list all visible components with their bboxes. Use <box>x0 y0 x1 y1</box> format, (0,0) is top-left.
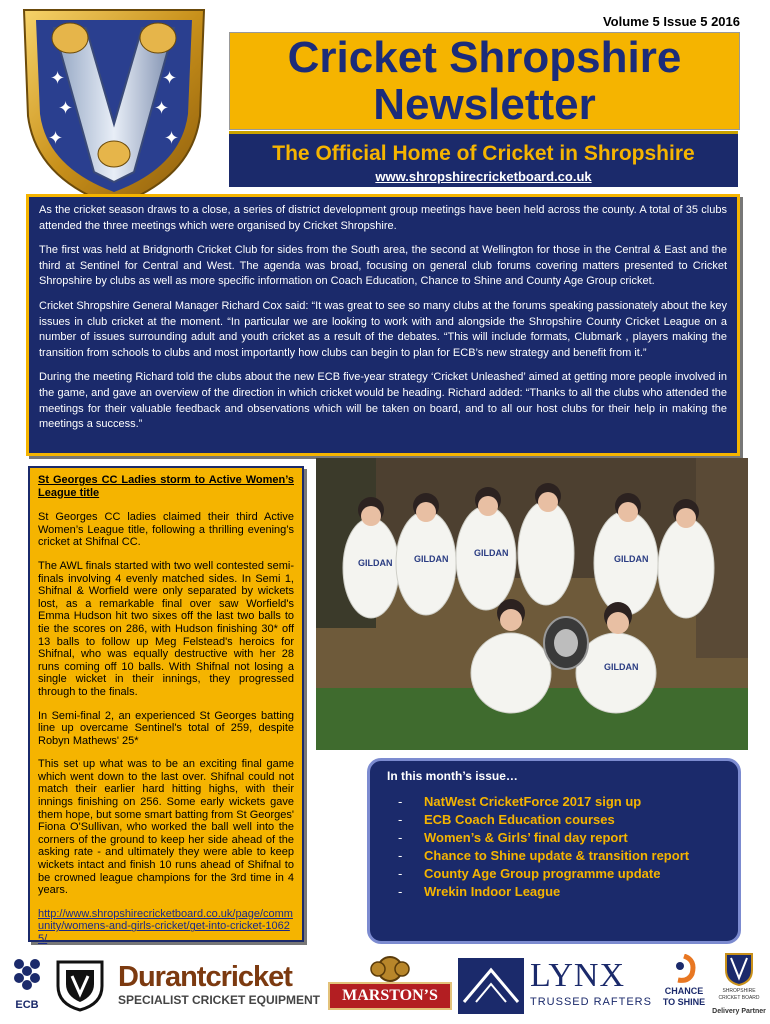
newsletter-title-box <box>229 32 740 130</box>
durant-cricket-wordmark: Durantcricket <box>118 961 292 993</box>
in-this-issue-box <box>367 758 741 944</box>
article-paragraph: This set up what was to be an exciting final game which went down to the last over. Shifnal could not match their earlier hard hitting highs, with their innings finishing on 256. Some early wickets gave them hope, but some smart batting from St Georges' Fiona O'Sullivan, who worked the ball well into the corners of the ground to keep her side ahead of the asking rate - and ultimately they were able to keep wickets intact and finish 10 runs ahead of Shifnal to be crowned league champions for the 3rd time in 4 years. <box>38 758 294 897</box>
svg-text:✦: ✦ <box>50 68 66 89</box>
intro-paragraph: The first was held at Bridgnorth Cricket Club for sides from the South area, the second at Wellington for those in the Central & East and the third at Sentinel for Central and West. The agenda was broad, focusing on general club forums covering matters presented to Cricket Shropshire by clubs as well as more specific information on Coach Education, Chance to Shine and County Age Group cricket. <box>39 244 727 288</box>
shirt-sponsor-text: GILDAN <box>604 662 639 672</box>
marstons-logo <box>328 956 452 1016</box>
issue-contents-list <box>384 793 724 901</box>
svg-text:✦: ✦ <box>154 98 170 119</box>
issue-item: - Women’s & Girls’ final day report <box>398 830 628 845</box>
svg-text:✦: ✦ <box>164 128 180 149</box>
shirt-sponsor-text: GILDAN <box>414 554 449 564</box>
ecb-logo <box>10 956 44 1014</box>
issue-item: - Wrekin Indoor League <box>398 884 561 899</box>
shirt-sponsor-text: GILDAN <box>614 554 649 564</box>
sponsor-logos-strip <box>0 950 770 1024</box>
club-badge-logo <box>52 956 108 1012</box>
newsletter-title-line1: Cricket Shropshire <box>287 33 682 82</box>
intro-paragraph: Cricket Shropshire General Manager Richard Cox said: “It was great to see so many clubs at the forums speaking passionately about the key issues in club cricket at the moment. “In particular we are looking to work with and alongside the Shropshire County Cricket League on a number of issues surrounding adult and youth cricket as a result of the debates. “This will include formats, Clubmark , players making the transition from schools to clubs and most importantly how clubs can begin to plan for ECB’s new strategy and benefit from it.” <box>39 299 727 359</box>
svg-text:✦: ✦ <box>58 98 74 119</box>
scb-line2: CRICKET BOARD <box>718 995 760 1001</box>
durant-cricket-tagline: SPECIALIST CRICKET EQUIPMENT <box>118 993 321 1007</box>
marstons-crest-icon <box>368 956 412 982</box>
lynx-roof-icon <box>458 958 524 1014</box>
svg-text:✦: ✦ <box>48 128 64 149</box>
chance-to-shine-line1: CHANCE <box>664 986 704 996</box>
chance-to-shine-icon <box>668 954 700 984</box>
article-link[interactable]: http://www.shropshirecricketboard.co.uk/page/community/womens-and-girls-cricket/get-into-cricket-10625/ <box>38 907 293 945</box>
team-photo <box>316 458 748 750</box>
article-headline: St Georges CC Ladies storm to Active Women’s League title <box>38 474 294 499</box>
shirt-sponsor-text: GILDAN <box>358 558 393 568</box>
intro-paragraph: During the meeting Richard told the clubs about the new ECB five-year strategy ‘Cricket Unleashed’ aimed at getting more people involved in the game, and gave an overview of the direction in which cricket would be heading. Richard added: “Thanks to all the clubs who attended the meetings for their valuable feedback and observations which will be taken on board, and to all our host clubs for their help in making the meetings a success.” <box>39 371 727 431</box>
article-paragraph: In Semi-final 2, an experienced St Georges batting line up overcame Sentinel's total of 259, despite Robyn Mathews' 25* <box>38 709 294 747</box>
ecb-text: ECB <box>15 999 39 1011</box>
shropshire-crest-small-icon <box>724 952 754 986</box>
lynx-tagline: TRUSSED RAFTERS <box>530 996 652 1008</box>
subtitle-banner <box>229 131 738 187</box>
lynx-wordmark: LYNX <box>530 957 626 994</box>
shropshire-cricket-board-logo <box>710 952 768 1024</box>
website-link[interactable]: www.shropshirecricketboard.co.uk <box>375 169 592 184</box>
district-meetings-article <box>26 194 740 456</box>
chance-to-shine-logo <box>660 954 708 1016</box>
issue-item: - County Age Group programme update <box>398 866 661 881</box>
svg-text:✦: ✦ <box>162 68 178 89</box>
issue-item: - NatWest CricketForce 2017 sign up <box>398 794 642 809</box>
shirt-sponsor-text: GILDAN <box>474 548 509 558</box>
chance-to-shine-line2: TO SHINE <box>662 997 706 1007</box>
issue-item: - Chance to Shine update & transition report <box>398 848 690 863</box>
article-paragraph: St Georges CC ladies claimed their third Active Women’s League title, following a thrilling evening’s cricket at Shifnal CC. <box>38 511 294 549</box>
issue-item: - ECB Coach Education courses <box>398 812 615 827</box>
ladies-league-article <box>28 466 304 945</box>
newsletter-subtitle: The Official Home of Cricket in Shropshire <box>272 142 695 165</box>
shropshire-crest-logo <box>14 4 214 209</box>
lynx-logo <box>458 957 652 1016</box>
issue-volume: Volume 5 Issue 5 2016 <box>602 14 740 29</box>
scb-line1: SHROPSHIRE <box>722 988 756 994</box>
newsletter-title-line2: Newsletter <box>373 80 596 129</box>
marstons-wordmark: MARSTON’S <box>328 982 452 1010</box>
durant-cricket-logo <box>118 962 322 1012</box>
issue-box-title: In this month’s issue… <box>387 769 518 783</box>
delivery-partner-label: Delivery Partner <box>712 1008 766 1015</box>
article-paragraph: The AWL finals started with two well contested semi-finals involving 4 evenly matched sides. In Semi 1, Shifnal & Worfield were only separated by wickets lost, as a remarkable final over saw Worfield's Emma Hudson hit two sixes off the last two balls to tie the scores on 286, with Hudson finishing 30* off 13 balls to follow up Meg Felstead's heroics for Shifnal, who was equally destructive with her 28 runs coming off 10 balls. With Shifnal not losing a single wicket in their innings, they progressed through to the finals. <box>38 559 294 698</box>
intro-paragraph: As the cricket season draws to a close, a series of district development group meetings have been held across the county. A total of 35 clubs attended the three meetings which were organised by Cricket Shropshire. <box>39 204 727 232</box>
